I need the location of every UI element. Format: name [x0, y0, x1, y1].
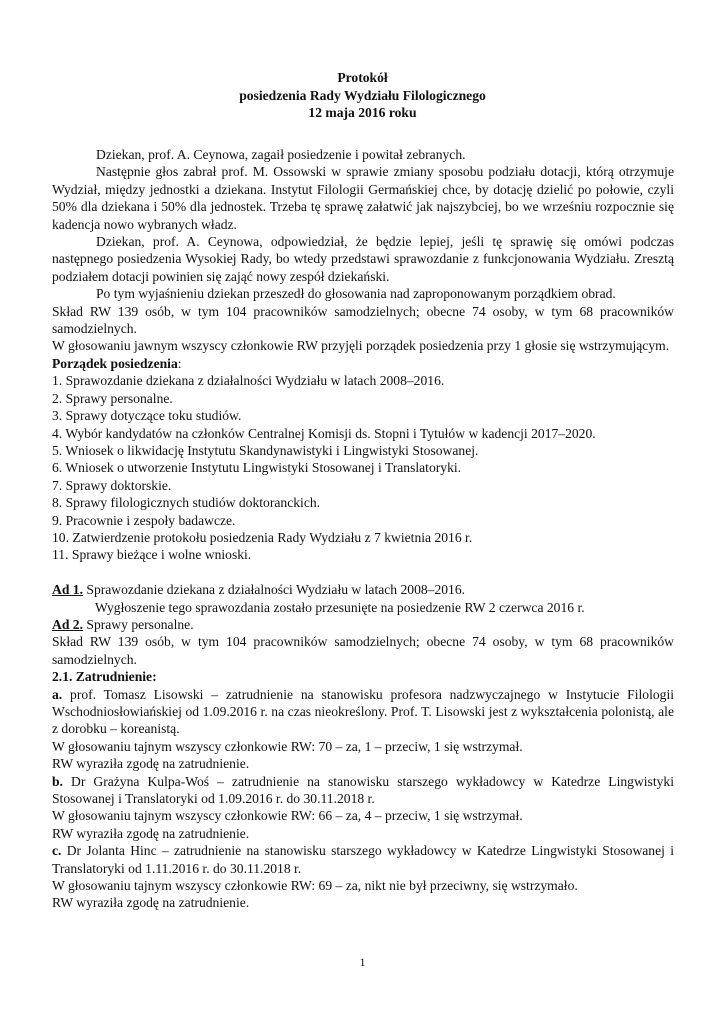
ad1-title: Sprawozdanie dziekana z działalności Wydziału w latach 2008–2016.	[82, 582, 466, 598]
entry-text: Dr Jolanta Hinc – zatrudnienie na stanowisku starszego wykładowcy w Katedrze Lingwistyki Stosowanej i Translatoryki od 1.11.2016 r. do 30.11.2018 r.	[52, 843, 674, 876]
entry-letter: b.	[52, 773, 63, 789]
document-title: Protokół	[337, 70, 388, 85]
document-header	[0, 69, 725, 122]
page-number: 1	[359, 955, 366, 969]
entry-vote: W głosowaniu tajnym wszyscy członkowie RW: 69 – za, nikt nie był przeciwny, się wstrzymało.	[52, 878, 578, 894]
document-body	[52, 146, 674, 912]
agenda-item: 11. Sprawy bieżące i wolne wnioski.	[52, 547, 252, 563]
ad1-note: Wygłoszenie tego sprawozdania zostało przesunięte na posiedzenie RW 2 czerwca 2016 r.	[95, 599, 585, 615]
intro-paragraph: Następnie głos zabrał prof. M. Ossowski w sprawie zmiany sposobu podziału dotacji, którą otrzymuje Wydział, między jednostki a dziekana. Instytut Filologii Germańskiej chce, by dotację dzielić po połowie, czyli 50% dla dziekana i 50% dla jednostek. Trzeba tę sprawę załatwić jak najszybciej, bo we wrześniu rozpocznie się kadencja nowo wybranych władz.	[52, 164, 674, 232]
employment-entry	[52, 773, 674, 808]
entry-vote: W głosowaniu tajnym wszyscy członkowie RW: 70 – za, 1 – przeciw, 1 się wstrzymał.	[52, 738, 523, 754]
entry-text: Dr Grażyna Kulpa-Woś – zatrudnienie na stanowisku starszego wykładowcy w Katedrze Lingwistyki Stosowanej i Translatoryki od 1.09.2016 r. do 30.11.2018 r.	[52, 773, 674, 807]
ad1-label: Ad 1.	[52, 582, 83, 598]
ad2-composition: Skład RW 139 osób, w tym 104 pracowników samodzielnych; obecne 74 osoby, w tym 68 pracowników samodzielnych.	[52, 634, 674, 667]
agenda-heading-line: Porządek posiedzenia:	[52, 355, 182, 371]
entry-vote: W głosowaniu tajnym wszyscy członkowie RW: 66 – za, 4 – przeciw, 1 się wstrzymał.	[52, 808, 523, 824]
agenda-item: 2. Sprawy personalne.	[52, 390, 173, 406]
employment-entry	[52, 842, 674, 877]
agenda-item: 9. Pracownie i zespoły badawcze.	[52, 512, 236, 528]
spacer	[52, 564, 674, 581]
document-subtitle: posiedzenia Rady Wydziału Filologicznego	[239, 87, 486, 103]
ad2-title: Sprawy personalne.	[82, 616, 194, 632]
agenda-heading: Porządek posiedzenia	[52, 355, 178, 371]
agenda-item: 8. Sprawy filologicznych studiów doktoranckich.	[52, 495, 321, 511]
employment-entry	[52, 686, 674, 738]
entry-letter: c.	[52, 843, 62, 859]
intro-paragraph: W głosowaniu jawnym wszyscy członkowie RW przyjęli porządek posiedzenia przy 1 głosie się wstrzymującym.	[52, 338, 670, 354]
intro-paragraph: Dziekan, prof. A. Ceynowa, odpowiedział, że będzie lepiej, jeśli tę sprawię się omówi podczas następnego posiedzenia Wysokiej Rady, bo wtedy przedstawi sprawozdanie z funkcjonowania Wydziału. Zresztą podziałem dotacji powinien się zająć nowy zespół dziekański.	[52, 234, 674, 284]
entry-text: prof. Tomasz Lisowski – zatrudnienie na stanowisku profesora nadzwyczajnego w Instytucie Filologii Wschodniosłowiańskiej od 1.09.2016 r. na czas nieokreślony. Prof. T. Lisowski jest z wykształcenia polonistą, ale z dorobku – koreanistą.	[52, 686, 674, 737]
intro-paragraph: Po tym wyjaśnieniu dziekan przeszedł do głosowania nad zaproponowanym porządkiem obrad.	[96, 286, 616, 302]
agenda-item: 1. Sprawozdanie dziekana z działalności Wydziału w latach 2008–2016.	[52, 373, 445, 389]
entry-result: RW wyraziła zgodę na zatrudnienie.	[52, 825, 250, 841]
agenda-item: 5. Wniosek o likwidację Instytutu Skandynawistyki i Lingwistyki Stosowanej.	[52, 442, 479, 458]
employment-heading: 2.1. Zatrudnienie:	[52, 669, 157, 685]
entry-result: RW wyraziła zgodę na zatrudnienie.	[52, 756, 250, 772]
intro-paragraph: Skład RW 139 osób, w tym 104 pracowników samodzielnych; obecne 74 osoby, w tym 68 pracowników samodzielnych.	[52, 303, 674, 337]
ad2-heading	[52, 616, 674, 633]
agenda-item: 10. Zatwierdzenie protokołu posiedzenia Rady Wydziału z 7 kwietnia 2016 r.	[52, 529, 473, 545]
agenda-item: 7. Sprawy doktorskie.	[52, 477, 172, 493]
intro-paragraph: Dziekan, prof. A. Ceynowa, zagaił posiedzenie i powitał zebranych.	[96, 147, 466, 162]
entry-result: RW wyraziła zgodę na zatrudnienie.	[52, 895, 250, 911]
ad2-label: Ad 2.	[52, 616, 83, 632]
agenda-item: 4. Wybór kandydatów na członków Centralnej Komisji ds. Stopni i Tytułów w kadencji 2017–2020.	[52, 425, 596, 441]
ad1-heading	[52, 581, 674, 598]
agenda-item: 3. Sprawy dotyczące toku studiów.	[52, 408, 242, 424]
agenda-item: 6. Wniosek o utworzenie Instytutu Lingwistyki Stosowanej i Translatoryki.	[52, 460, 462, 476]
entry-letter: a.	[52, 686, 63, 702]
document-date: 12 maja 2016 roku	[308, 105, 417, 121]
